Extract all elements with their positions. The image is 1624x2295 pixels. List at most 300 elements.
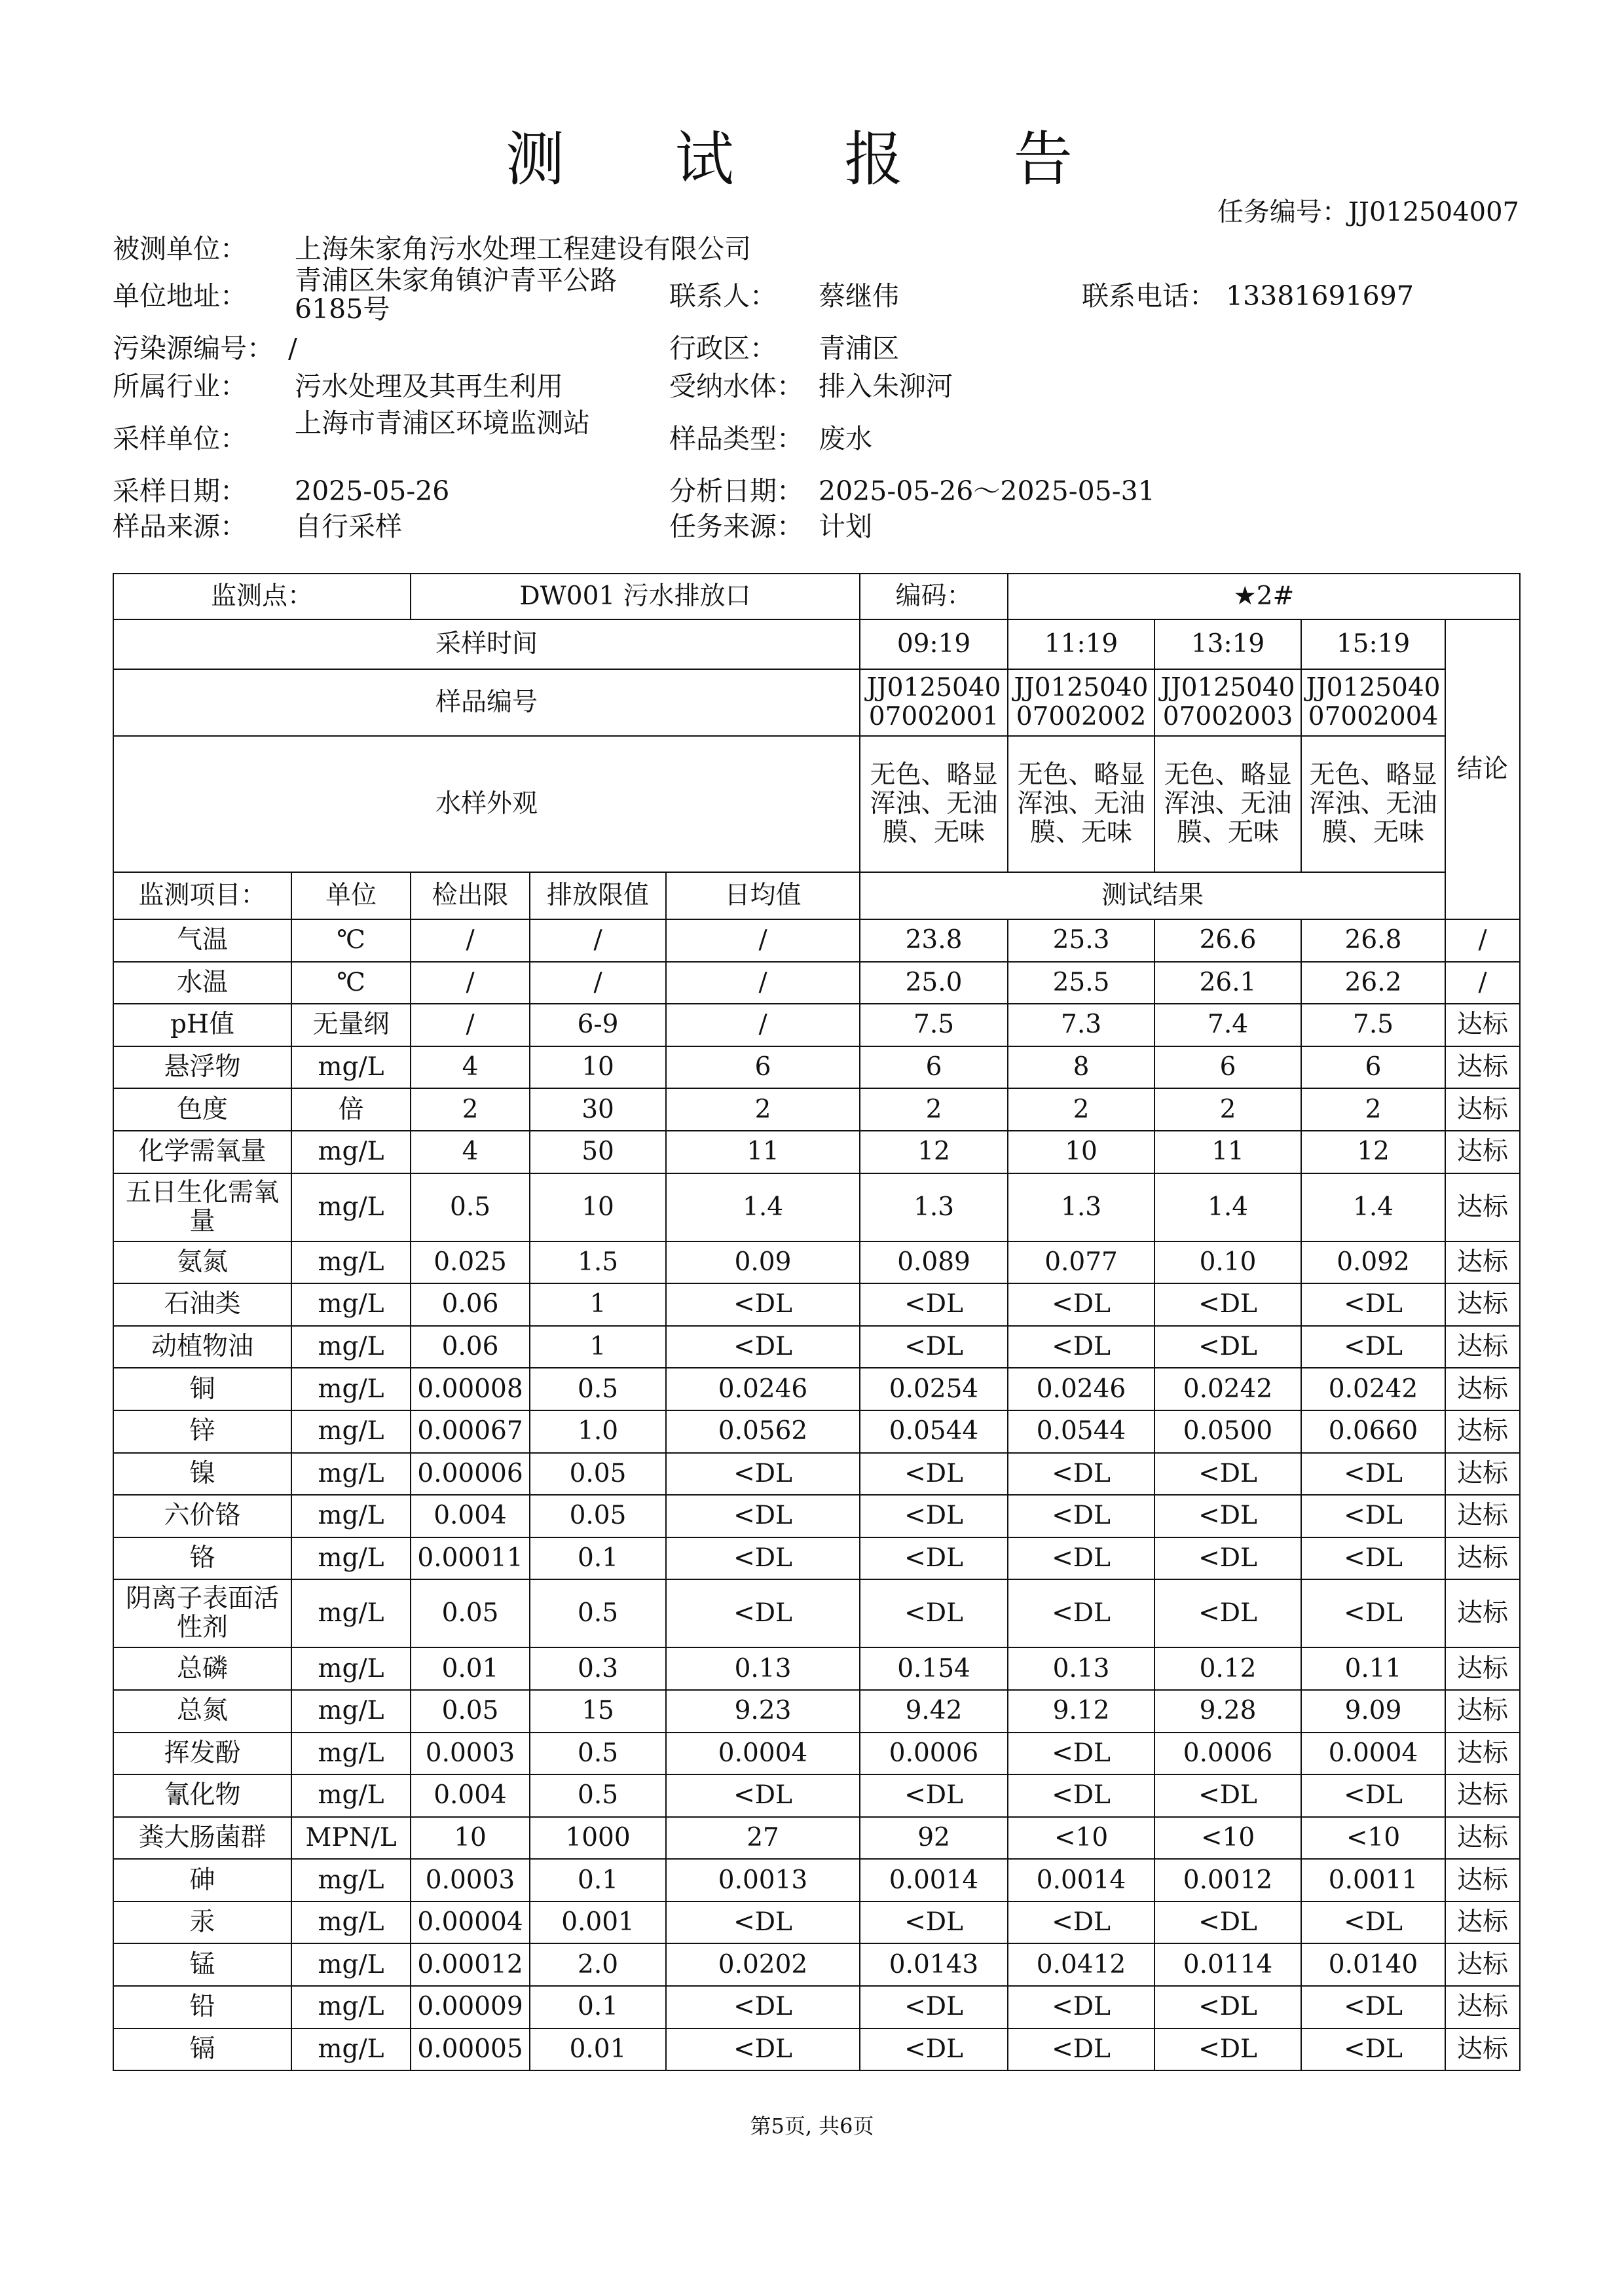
contact-label: 联系人： xyxy=(669,280,777,312)
result-cell-4: <DL xyxy=(1301,1537,1445,1580)
result-cell-3: <DL xyxy=(1154,1774,1301,1817)
result-cell-2: 10 xyxy=(1008,1131,1154,1173)
tested-unit-value: 上海朱家角污水处理工程建设有限公司 xyxy=(295,233,751,265)
conclusion-cell: 达标 xyxy=(1445,1579,1520,1647)
sampling-date-value: 2025-05-26 xyxy=(295,475,450,507)
unit-cell: mg/L xyxy=(291,1859,411,1901)
result-cell-4: 26.2 xyxy=(1301,962,1445,1004)
emission-limit-cell: 0.1 xyxy=(530,1986,666,2029)
result-cell-4: <DL xyxy=(1301,1986,1445,2029)
sample-no-3: JJ012504007002003 xyxy=(1154,669,1301,736)
detection-limit-header: 检出限 xyxy=(411,872,530,919)
table-row xyxy=(113,1046,1520,1089)
daily-avg-cell: <DL xyxy=(666,1901,860,1944)
table-row xyxy=(113,1537,1520,1580)
analysis-date-label: 分析日期： xyxy=(669,475,803,507)
sample-no-4: JJ012504007002004 xyxy=(1301,669,1445,736)
item-name-cell: 铅 xyxy=(113,1986,291,2029)
report-title: 测 试 报 告 xyxy=(506,125,1118,194)
result-cell-2: <DL xyxy=(1008,1537,1154,1580)
sampling-time-1: 09:19 xyxy=(860,619,1008,669)
daily-avg-cell: 2 xyxy=(666,1088,860,1131)
result-cell-2: <DL xyxy=(1008,1733,1154,1775)
result-cell-3: 11 xyxy=(1154,1131,1301,1173)
result-cell-4: 9.09 xyxy=(1301,1690,1445,1733)
sample-type-label: 样品类型： xyxy=(669,423,803,454)
address-label: 单位地址： xyxy=(113,280,247,312)
daily-avg-cell: <DL xyxy=(666,1326,860,1368)
result-cell-1: <DL xyxy=(860,2029,1008,2071)
detection-limit-cell: 0.00011 xyxy=(411,1537,530,1580)
table-row xyxy=(113,1326,1520,1368)
unit-cell: 倍 xyxy=(291,1088,411,1131)
unit-cell: mg/L xyxy=(291,1774,411,1817)
result-cell-3: 6 xyxy=(1154,1046,1301,1089)
item-name-cell: 悬浮物 xyxy=(113,1046,291,1089)
conclusion-cell: 达标 xyxy=(1445,1326,1520,1368)
detection-limit-cell: 0.00008 xyxy=(411,1368,530,1410)
tested-unit-label: 被测单位： xyxy=(113,233,247,265)
result-cell-4: 0.0004 xyxy=(1301,1733,1445,1775)
result-cell-1: <DL xyxy=(860,1537,1008,1580)
sample-source-label: 样品来源： xyxy=(113,511,247,542)
daily-avg-header: 日均值 xyxy=(666,872,860,919)
emission-limit-cell: / xyxy=(530,962,666,1004)
detection-limit-cell: 0.004 xyxy=(411,1495,530,1537)
daily-avg-cell: <DL xyxy=(666,1495,860,1537)
result-cell-1: 6 xyxy=(860,1046,1008,1089)
result-cell-2: <DL xyxy=(1008,1986,1154,2029)
result-cell-2: <DL xyxy=(1008,1579,1154,1647)
info-block xyxy=(113,229,1519,557)
result-cell-4: <DL xyxy=(1301,1579,1445,1647)
emission-limit-cell: 30 xyxy=(530,1088,666,1131)
daily-avg-cell: 0.0562 xyxy=(666,1410,860,1453)
unit-cell: mg/L xyxy=(291,1131,411,1173)
unit-cell: 无量纲 xyxy=(291,1004,411,1046)
detection-limit-cell: 0.00004 xyxy=(411,1901,530,1944)
code-value: ★2# xyxy=(1008,574,1520,619)
table-row xyxy=(113,1453,1520,1496)
conclusion-cell: 达标 xyxy=(1445,1004,1520,1046)
table-row xyxy=(113,1733,1520,1775)
detection-limit-cell: 0.0003 xyxy=(411,1859,530,1901)
conclusion-cell: 达标 xyxy=(1445,1859,1520,1901)
result-cell-4: <DL xyxy=(1301,1326,1445,1368)
district-label: 行政区： xyxy=(669,333,777,364)
result-cell-2: <DL xyxy=(1008,1774,1154,1817)
table-row xyxy=(113,1817,1520,1860)
result-cell-3: 1.4 xyxy=(1154,1173,1301,1241)
sampling-time-2: 11:19 xyxy=(1008,619,1154,669)
result-cell-2: <DL xyxy=(1008,1326,1154,1368)
item-name-cell: 水温 xyxy=(113,962,291,1004)
daily-avg-cell: 27 xyxy=(666,1817,860,1860)
emission-limit-cell: 0.05 xyxy=(530,1495,666,1537)
emission-limit-cell: / xyxy=(530,919,666,962)
detection-limit-cell: 10 xyxy=(411,1817,530,1860)
item-name-cell: 氰化物 xyxy=(113,1774,291,1817)
result-cell-2: 9.12 xyxy=(1008,1690,1154,1733)
emission-limit-cell: 0.05 xyxy=(530,1453,666,1496)
emission-limit-cell: 1.5 xyxy=(530,1241,666,1284)
table-row xyxy=(113,1986,1520,2029)
table-row xyxy=(113,2029,1520,2071)
result-cell-4: 0.0140 xyxy=(1301,1943,1445,1986)
sampling-unit-label: 采样单位： xyxy=(113,423,247,454)
conclusion-cell: 达标 xyxy=(1445,1537,1520,1580)
unit-cell: mg/L xyxy=(291,1283,411,1326)
conclusion-cell: 达标 xyxy=(1445,1410,1520,1453)
sample-type-value: 废水 xyxy=(819,423,872,454)
unit-cell: mg/L xyxy=(291,1901,411,1944)
emission-limit-cell: 0.3 xyxy=(530,1647,666,1690)
header-row-appearance xyxy=(113,736,1520,872)
result-cell-3: <DL xyxy=(1154,1579,1301,1647)
result-cell-3: 0.0242 xyxy=(1154,1368,1301,1410)
unit-cell: ℃ xyxy=(291,919,411,962)
unit-cell: mg/L xyxy=(291,1326,411,1368)
result-cell-4: 0.0660 xyxy=(1301,1410,1445,1453)
daily-avg-cell: 1.4 xyxy=(666,1173,860,1241)
daily-avg-cell: <DL xyxy=(666,1453,860,1496)
item-name-cell: 粪大肠菌群 xyxy=(113,1817,291,1860)
result-cell-4: 6 xyxy=(1301,1046,1445,1089)
unit-cell: mg/L xyxy=(291,1579,411,1647)
conclusion-cell: 达标 xyxy=(1445,2029,1520,2071)
result-cell-4: 0.0242 xyxy=(1301,1368,1445,1410)
district-value: 青浦区 xyxy=(819,333,899,364)
emission-limit-cell: 0.5 xyxy=(530,1579,666,1647)
item-name-cell: 铬 xyxy=(113,1537,291,1580)
table-row xyxy=(113,962,1520,1004)
table-row xyxy=(113,919,1520,962)
result-cell-3: <DL xyxy=(1154,1901,1301,1944)
daily-avg-cell: / xyxy=(666,919,860,962)
conclusion-cell: 达标 xyxy=(1445,1986,1520,2029)
result-cell-4: <DL xyxy=(1301,1453,1445,1496)
result-cell-1: <DL xyxy=(860,1495,1008,1537)
results-table xyxy=(113,573,1521,2071)
page-footer: 第5页, 共6页 xyxy=(750,2114,874,2139)
detection-limit-cell: / xyxy=(411,962,530,1004)
appearance-label: 水样外观 xyxy=(113,736,860,872)
item-name-cell: 总磷 xyxy=(113,1647,291,1690)
conclusion-cell: 达标 xyxy=(1445,1943,1520,1986)
result-cell-4: 2 xyxy=(1301,1088,1445,1131)
result-cell-1: 0.089 xyxy=(860,1241,1008,1284)
item-name-cell: 砷 xyxy=(113,1859,291,1901)
conclusion-cell: 达标 xyxy=(1445,1774,1520,1817)
detection-limit-cell: 0.025 xyxy=(411,1241,530,1284)
item-name-cell: 动植物油 xyxy=(113,1326,291,1368)
result-cell-4: 0.092 xyxy=(1301,1241,1445,1284)
conclusion-cell: 达标 xyxy=(1445,1733,1520,1775)
sampling-date-label: 采样日期： xyxy=(113,475,247,507)
result-cell-2: 0.0412 xyxy=(1008,1943,1154,1986)
result-cell-3: 0.0006 xyxy=(1154,1733,1301,1775)
emission-limit-cell: 0.001 xyxy=(530,1901,666,1944)
result-cell-1: <DL xyxy=(860,1774,1008,1817)
header-row-sample-no xyxy=(113,669,1520,736)
table-row xyxy=(113,1647,1520,1690)
detection-limit-cell: 4 xyxy=(411,1131,530,1173)
unit-cell: mg/L xyxy=(291,1690,411,1733)
result-cell-4: <10 xyxy=(1301,1817,1445,1860)
result-cell-4: 7.5 xyxy=(1301,1004,1445,1046)
conclusion-cell: 达标 xyxy=(1445,1901,1520,1944)
unit-cell: mg/L xyxy=(291,1943,411,1986)
result-cell-3: 0.10 xyxy=(1154,1241,1301,1284)
unit-cell: mg/L xyxy=(291,1173,411,1241)
result-cell-1: 9.42 xyxy=(860,1690,1008,1733)
appearance-2: 无色、略显浑浊、无油膜、无味 xyxy=(1008,736,1154,872)
phone-label: 联系电话： xyxy=(1082,280,1216,312)
conclusion-cell: 达标 xyxy=(1445,1283,1520,1326)
detection-limit-cell: / xyxy=(411,919,530,962)
daily-avg-cell: <DL xyxy=(666,1986,860,2029)
emission-limit-cell: 0.1 xyxy=(530,1859,666,1901)
result-cell-1: 0.0143 xyxy=(860,1943,1008,1986)
result-cell-2: <DL xyxy=(1008,1901,1154,1944)
detection-limit-cell: 2 xyxy=(411,1088,530,1131)
result-cell-1: 1.3 xyxy=(860,1173,1008,1241)
result-cell-3: 26.6 xyxy=(1154,919,1301,962)
table-row xyxy=(113,1004,1520,1046)
pollution-source-label: 污染源编号： xyxy=(113,333,274,364)
sample-source-value: 自行采样 xyxy=(295,511,402,542)
receiving-water-value: 排入朱泖河 xyxy=(819,371,953,402)
table-row xyxy=(113,1579,1520,1647)
table-row xyxy=(113,1283,1520,1326)
table-row xyxy=(113,1901,1520,1944)
conclusion-cell: 达标 xyxy=(1445,1368,1520,1410)
emission-limit-cell: 0.5 xyxy=(530,1368,666,1410)
detection-limit-cell: 0.00012 xyxy=(411,1943,530,1986)
unit-cell: MPN/L xyxy=(291,1817,411,1860)
appearance-1: 无色、略显浑浊、无油膜、无味 xyxy=(860,736,1008,872)
item-name-cell: 气温 xyxy=(113,919,291,962)
result-cell-2: 2 xyxy=(1008,1088,1154,1131)
conclusion-cell: 达标 xyxy=(1445,1131,1520,1173)
conclusion-cell: 达标 xyxy=(1445,1690,1520,1733)
conclusion-cell: 达标 xyxy=(1445,1241,1520,1284)
result-cell-1: <DL xyxy=(860,1453,1008,1496)
detection-limit-cell: 4 xyxy=(411,1046,530,1089)
item-header: 监测项目： xyxy=(113,872,291,919)
detection-limit-cell: 0.004 xyxy=(411,1774,530,1817)
result-cell-2: 7.3 xyxy=(1008,1004,1154,1046)
result-cell-1: <DL xyxy=(860,1986,1008,2029)
sampling-time-4: 15:19 xyxy=(1301,619,1445,669)
daily-avg-cell: 0.0013 xyxy=(666,1859,860,1901)
table-row xyxy=(113,1410,1520,1453)
result-cell-2: 0.0544 xyxy=(1008,1410,1154,1453)
item-name-cell: 镍 xyxy=(113,1453,291,1496)
daily-avg-cell: <DL xyxy=(666,1283,860,1326)
result-cell-4: 1.4 xyxy=(1301,1173,1445,1241)
result-cell-2: <10 xyxy=(1008,1817,1154,1860)
pollution-source-value: / xyxy=(288,333,297,364)
item-name-cell: 锌 xyxy=(113,1410,291,1453)
item-name-cell: 铜 xyxy=(113,1368,291,1410)
result-cell-2: 0.0246 xyxy=(1008,1368,1154,1410)
emission-limit-cell: 1 xyxy=(530,1283,666,1326)
emission-limit-cell: 1000 xyxy=(530,1817,666,1860)
result-cell-3: <DL xyxy=(1154,1986,1301,2029)
result-cell-3: 0.0012 xyxy=(1154,1859,1301,1901)
conclusion-cell: 达标 xyxy=(1445,1088,1520,1131)
table-row xyxy=(113,1495,1520,1537)
result-cell-2: 8 xyxy=(1008,1046,1154,1089)
detection-limit-cell: 0.05 xyxy=(411,1690,530,1733)
unit-cell: mg/L xyxy=(291,1410,411,1453)
result-cell-1: 23.8 xyxy=(860,919,1008,962)
daily-avg-cell: / xyxy=(666,962,860,1004)
item-name-cell: 色度 xyxy=(113,1088,291,1131)
detection-limit-cell: 0.01 xyxy=(411,1647,530,1690)
result-cell-4: 0.0011 xyxy=(1301,1859,1445,1901)
emission-limit-cell: 1 xyxy=(530,1326,666,1368)
detection-limit-cell: 0.5 xyxy=(411,1173,530,1241)
detection-limit-cell: 0.00006 xyxy=(411,1453,530,1496)
result-cell-3: 2 xyxy=(1154,1088,1301,1131)
emission-limit-cell: 10 xyxy=(530,1173,666,1241)
unit-cell: mg/L xyxy=(291,1647,411,1690)
result-cell-1: 0.154 xyxy=(860,1647,1008,1690)
conclusion-cell: 达标 xyxy=(1445,1173,1520,1241)
result-cell-1: 2 xyxy=(860,1088,1008,1131)
emission-limit-cell: 2.0 xyxy=(530,1943,666,1986)
task-source-label: 任务来源： xyxy=(669,511,803,542)
sampling-time-3: 13:19 xyxy=(1154,619,1301,669)
daily-avg-cell: <DL xyxy=(666,1537,860,1580)
table-row xyxy=(113,1859,1520,1901)
result-cell-3: <10 xyxy=(1154,1817,1301,1860)
result-cell-1: 0.0014 xyxy=(860,1859,1008,1901)
result-cell-1: 7.5 xyxy=(860,1004,1008,1046)
result-cell-1: <DL xyxy=(860,1283,1008,1326)
unit-cell: ℃ xyxy=(291,962,411,1004)
emission-limit-cell: 0.1 xyxy=(530,1537,666,1580)
daily-avg-cell: 6 xyxy=(666,1046,860,1089)
detection-limit-cell: / xyxy=(411,1004,530,1046)
unit-cell: mg/L xyxy=(291,1241,411,1284)
emission-limit-cell: 15 xyxy=(530,1690,666,1733)
table-row xyxy=(113,1241,1520,1284)
sampling-time-label: 采样时间 xyxy=(113,619,860,669)
receiving-water-label: 受纳水体： xyxy=(669,371,803,402)
result-cell-1: 0.0254 xyxy=(860,1368,1008,1410)
results-header: 测试结果 xyxy=(860,872,1445,919)
result-cell-3: 0.0500 xyxy=(1154,1410,1301,1453)
result-cell-2: 25.5 xyxy=(1008,962,1154,1004)
result-cell-2: <DL xyxy=(1008,1283,1154,1326)
appearance-4: 无色、略显浑浊、无油膜、无味 xyxy=(1301,736,1445,872)
sample-no-label: 样品编号 xyxy=(113,669,860,736)
unit-cell: mg/L xyxy=(291,1733,411,1775)
table-row xyxy=(113,1131,1520,1173)
result-cell-1: <DL xyxy=(860,1901,1008,1944)
unit-cell: mg/L xyxy=(291,1046,411,1089)
result-cell-1: 0.0544 xyxy=(860,1410,1008,1453)
appearance-3: 无色、略显浑浊、无油膜、无味 xyxy=(1154,736,1301,872)
sampling-unit-value: 上海市青浦区环境监测站 xyxy=(295,407,590,439)
table-row xyxy=(113,1173,1520,1241)
code-label: 编码： xyxy=(860,574,1008,619)
item-name-cell: 汞 xyxy=(113,1901,291,1944)
daily-avg-cell: 0.0004 xyxy=(666,1733,860,1775)
emission-limit-cell: 1.0 xyxy=(530,1410,666,1453)
unit-cell: mg/L xyxy=(291,1368,411,1410)
sample-no-1: JJ012504007002001 xyxy=(860,669,1008,736)
conclusion-cell: 达标 xyxy=(1445,1647,1520,1690)
unit-cell: mg/L xyxy=(291,1537,411,1580)
item-name-cell: 化学需氧量 xyxy=(113,1131,291,1173)
result-cell-2: 25.3 xyxy=(1008,919,1154,962)
table-row xyxy=(113,1690,1520,1733)
result-cell-3: 9.28 xyxy=(1154,1690,1301,1733)
result-cell-2: 0.077 xyxy=(1008,1241,1154,1284)
result-cell-3: 0.0114 xyxy=(1154,1943,1301,1986)
address-value: 青浦区朱家角镇沪青平公路6185号 xyxy=(295,265,617,325)
daily-avg-cell: <DL xyxy=(666,1579,860,1647)
phone-value: 13381691697 xyxy=(1226,280,1414,312)
detection-limit-cell: 0.05 xyxy=(411,1579,530,1647)
conclusion-cell: / xyxy=(1445,962,1520,1004)
column-header-row xyxy=(113,872,1520,919)
conclusion-header: 结论 xyxy=(1445,619,1520,919)
daily-avg-cell: 0.0202 xyxy=(666,1943,860,1986)
item-name-cell: 六价铬 xyxy=(113,1495,291,1537)
conclusion-cell: / xyxy=(1445,919,1520,962)
result-cell-1: 25.0 xyxy=(860,962,1008,1004)
result-cell-4: <DL xyxy=(1301,1283,1445,1326)
unit-header: 单位 xyxy=(291,872,411,919)
result-cell-1: <DL xyxy=(860,1326,1008,1368)
daily-avg-cell: 0.09 xyxy=(666,1241,860,1284)
result-cell-2: 0.0014 xyxy=(1008,1859,1154,1901)
header-row-monitoring-point xyxy=(113,574,1520,619)
detection-limit-cell: 0.06 xyxy=(411,1283,530,1326)
result-cell-3: <DL xyxy=(1154,1495,1301,1537)
item-name-cell: 石油类 xyxy=(113,1283,291,1326)
sample-no-2: JJ012504007002002 xyxy=(1008,669,1154,736)
result-cell-3: <DL xyxy=(1154,1326,1301,1368)
detection-limit-cell: 0.0003 xyxy=(411,1733,530,1775)
result-cell-3: <DL xyxy=(1154,1453,1301,1496)
result-cell-3: 26.1 xyxy=(1154,962,1301,1004)
emission-limit-cell: 10 xyxy=(530,1046,666,1089)
result-cell-3: <DL xyxy=(1154,2029,1301,2071)
result-cell-3: <DL xyxy=(1154,1537,1301,1580)
item-name-cell: 总氮 xyxy=(113,1690,291,1733)
unit-cell: mg/L xyxy=(291,2029,411,2071)
result-cell-2: 0.13 xyxy=(1008,1647,1154,1690)
result-cell-4: <DL xyxy=(1301,1901,1445,1944)
analysis-date-value: 2025-05-26～2025-05-31 xyxy=(819,475,1155,507)
industry-label: 所属行业： xyxy=(113,371,247,402)
table-row xyxy=(113,1368,1520,1410)
header-row-sampling-time xyxy=(113,619,1520,669)
monitoring-point-value: DW001 污水排放口 xyxy=(411,574,860,619)
task-source-value: 计划 xyxy=(819,511,872,542)
table-row xyxy=(113,1774,1520,1817)
conclusion-cell: 达标 xyxy=(1445,1046,1520,1089)
item-name-cell: 氨氮 xyxy=(113,1241,291,1284)
emission-limit-cell: 0.5 xyxy=(530,1774,666,1817)
daily-avg-cell: <DL xyxy=(666,1774,860,1817)
